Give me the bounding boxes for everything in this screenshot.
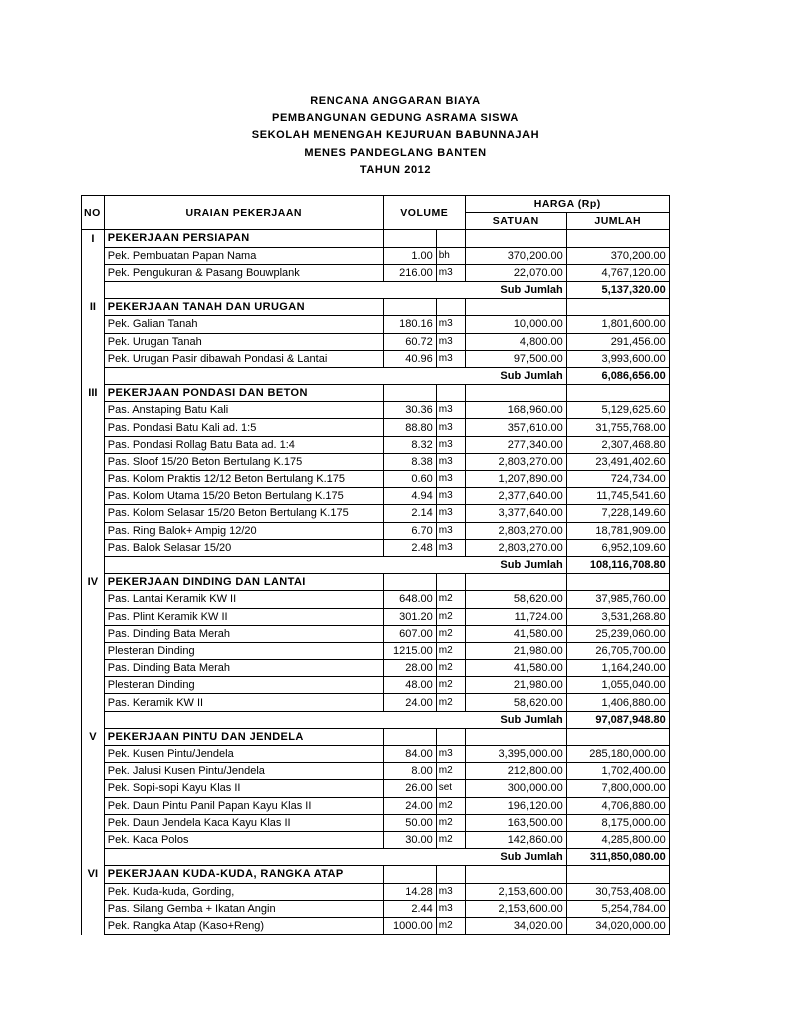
- item-unit: m2: [436, 917, 465, 934]
- row-number-empty: [82, 591, 105, 608]
- item-volume: 2.44: [383, 900, 436, 917]
- row-number-empty: [82, 763, 105, 780]
- section-jumlah-empty: [566, 574, 669, 591]
- item-volume: 1215.00: [383, 642, 436, 659]
- subtotal-row: [82, 281, 670, 298]
- item-total: 4,767,120.00: [566, 264, 669, 281]
- item-unit: m2: [436, 677, 465, 694]
- item-total: 6,952,109.60: [566, 539, 669, 556]
- item-total: 23,491,402.60: [566, 453, 669, 470]
- item-unit: m3: [436, 453, 465, 470]
- item-unit: m3: [436, 419, 465, 436]
- item-unit: m3: [436, 505, 465, 522]
- item-unit-price: 97,500.00: [465, 350, 566, 367]
- item-description: Pek. Sopi-sopi Kayu Klas II: [104, 780, 383, 797]
- row-number-empty: [82, 264, 105, 281]
- item-unit-price: 300,000.00: [465, 780, 566, 797]
- item-unit-price: 58,620.00: [465, 591, 566, 608]
- item-unit-price: 2,803,270.00: [465, 453, 566, 470]
- table-row: [82, 831, 670, 848]
- item-total: 7,228,149.60: [566, 505, 669, 522]
- subtotal-value: 311,850,080.00: [566, 849, 669, 866]
- item-description: Pas. Pondasi Rollag Batu Bata ad. 1:4: [104, 436, 383, 453]
- item-unit-price: 2,803,270.00: [465, 522, 566, 539]
- item-unit-price: 357,610.00: [465, 419, 566, 436]
- item-total: 3,531,268.80: [566, 608, 669, 625]
- item-description: Pas. Silang Gemba + Ikatan Angin: [104, 900, 383, 917]
- item-total: 34,020,000.00: [566, 917, 669, 934]
- title-line-5: TAHUN 2012: [359, 163, 432, 176]
- item-total: 31,755,768.00: [566, 419, 669, 436]
- row-number-empty: [82, 471, 105, 488]
- table-row: [82, 350, 670, 367]
- row-number-empty: [82, 694, 105, 711]
- title-line-1: RENCANA ANGGARAN BIAYA: [310, 95, 481, 107]
- row-number-empty: [82, 247, 105, 264]
- section-title: PEKERJAAN TANAH DAN URUGAN: [104, 299, 383, 316]
- section-volume-empty: [383, 866, 436, 883]
- item-description: Pek. Urugan Tanah: [104, 333, 383, 350]
- item-unit: m2: [436, 694, 465, 711]
- section-jumlah-empty: [566, 230, 669, 247]
- table-row: [82, 247, 670, 264]
- item-volume: 40.96: [383, 350, 436, 367]
- item-unit: m3: [436, 539, 465, 556]
- item-unit-price: 11,724.00: [465, 608, 566, 625]
- subtotal-desc-empty: [104, 367, 465, 384]
- col-header-no: NO: [82, 205, 105, 222]
- section-satuan-empty: [465, 385, 566, 402]
- row-number-empty: [82, 917, 105, 934]
- item-unit: m3: [436, 350, 465, 367]
- subtotal-row: [82, 849, 670, 866]
- item-description: Pas. Pondasi Batu Kali ad. 1:5: [104, 419, 383, 436]
- item-unit: m3: [436, 883, 465, 900]
- item-volume: 8.38: [383, 453, 436, 470]
- item-description: Pas. Dinding Bata Merah: [104, 660, 383, 677]
- section-volume-empty: [383, 728, 436, 745]
- section-number: II: [82, 299, 105, 316]
- item-unit: m3: [436, 488, 465, 505]
- item-description: Pas. Dinding Bata Merah: [104, 625, 383, 642]
- section-volume-empty: [383, 574, 436, 591]
- item-unit: m2: [436, 797, 465, 814]
- table-row: [82, 900, 670, 917]
- item-total: 285,180,000.00: [566, 746, 669, 763]
- subtotal-label: Sub Jumlah: [465, 556, 566, 573]
- item-total: 1,164,240.00: [566, 660, 669, 677]
- item-unit-price: 277,340.00: [465, 436, 566, 453]
- item-volume: 1000.00: [383, 917, 436, 934]
- item-unit-price: 3,395,000.00: [465, 746, 566, 763]
- section-jumlah-empty: [566, 728, 669, 745]
- table-row: [82, 642, 670, 659]
- subtotal-number-empty: [82, 367, 105, 384]
- section-jumlah-empty: [566, 299, 669, 316]
- item-unit-price: 196,120.00: [465, 797, 566, 814]
- col-header-jumlah: JUMLAH: [566, 213, 669, 230]
- col-header-harga: HARGA (Rp): [465, 196, 669, 213]
- item-volume: 48.00: [383, 677, 436, 694]
- subtotal-desc-empty: [104, 711, 465, 728]
- item-unit-price: 212,800.00: [465, 763, 566, 780]
- item-unit-price: 2,377,640.00: [465, 488, 566, 505]
- item-total: 8,175,000.00: [566, 814, 669, 831]
- table-row: [82, 488, 670, 505]
- item-description: Pas. Kolom Praktis 12/12 Beton Bertulang K.175: [104, 471, 383, 488]
- subtotal-label: Sub Jumlah: [465, 849, 566, 866]
- item-unit: m2: [436, 608, 465, 625]
- item-total: 1,801,600.00: [566, 316, 669, 333]
- item-unit-price: 58,620.00: [465, 694, 566, 711]
- item-unit-price: 142,860.00: [465, 831, 566, 848]
- item-description: Pek. Pembuatan Papan Nama: [104, 247, 383, 264]
- item-unit-price: 3,377,640.00: [465, 505, 566, 522]
- row-number-empty: [82, 350, 105, 367]
- item-total: 18,781,909.00: [566, 522, 669, 539]
- item-total: 1,055,040.00: [566, 677, 669, 694]
- table-row: [82, 522, 670, 539]
- item-volume: 24.00: [383, 797, 436, 814]
- table-row: [82, 917, 670, 934]
- section-row: [82, 299, 670, 316]
- table-row: [82, 591, 670, 608]
- table-row: [82, 419, 670, 436]
- item-description: Pas. Kolom Selasar 15/20 Beton Bertulang K.175: [104, 505, 383, 522]
- section-volume-empty: [383, 230, 436, 247]
- item-unit-price: 41,580.00: [465, 660, 566, 677]
- item-unit: m2: [436, 591, 465, 608]
- table-row: [82, 694, 670, 711]
- item-volume: 60.72: [383, 333, 436, 350]
- item-volume: 28.00: [383, 660, 436, 677]
- item-unit: m3: [436, 522, 465, 539]
- row-number-empty: [82, 419, 105, 436]
- section-row: [82, 230, 670, 247]
- item-volume: 648.00: [383, 591, 436, 608]
- item-unit: m2: [436, 814, 465, 831]
- row-number-empty: [82, 660, 105, 677]
- subtotal-desc-empty: [104, 281, 465, 298]
- row-number-empty: [82, 522, 105, 539]
- subtotal-row: [82, 711, 670, 728]
- row-number-empty: [82, 677, 105, 694]
- section-row: [82, 385, 670, 402]
- item-volume: 1.00: [383, 247, 436, 264]
- section-satuan-empty: [465, 299, 566, 316]
- item-unit: m2: [436, 763, 465, 780]
- item-description: Pek. Jalusi Kusen Pintu/Jendela: [104, 763, 383, 780]
- section-unit-empty: [436, 866, 465, 883]
- item-unit: set: [436, 780, 465, 797]
- item-total: 1,406,880.00: [566, 694, 669, 711]
- table-row: [82, 797, 670, 814]
- item-description: Pek. Galian Tanah: [104, 316, 383, 333]
- subtotal-label: Sub Jumlah: [465, 367, 566, 384]
- table-row: [82, 780, 670, 797]
- section-satuan-empty: [465, 574, 566, 591]
- item-description: Pek. Daun Jendela Kaca Kayu Klas II: [104, 814, 383, 831]
- item-description: Plesteran Dinding: [104, 677, 383, 694]
- item-volume: 6.70: [383, 522, 436, 539]
- row-number-empty: [82, 625, 105, 642]
- item-unit: m2: [436, 660, 465, 677]
- item-volume: 26.00: [383, 780, 436, 797]
- subtotal-value: 97,087,948.80: [566, 711, 669, 728]
- item-unit: m3: [436, 900, 465, 917]
- section-row: [82, 866, 670, 883]
- item-total: 4,285,800.00: [566, 831, 669, 848]
- table-row: [82, 316, 670, 333]
- item-description: Plesteran Dinding: [104, 642, 383, 659]
- item-total: 4,706,880.00: [566, 797, 669, 814]
- row-number-empty: [82, 488, 105, 505]
- row-number-empty: [82, 642, 105, 659]
- subtotal-number-empty: [82, 849, 105, 866]
- table-row: [82, 677, 670, 694]
- table-row: [82, 763, 670, 780]
- item-unit-price: 22,070.00: [465, 264, 566, 281]
- item-total: 3,993,600.00: [566, 350, 669, 367]
- item-unit-price: 370,200.00: [465, 247, 566, 264]
- item-unit: m2: [436, 642, 465, 659]
- section-unit-empty: [436, 385, 465, 402]
- subtotal-value: 5,137,320.00: [566, 281, 669, 298]
- subtotal-row: [82, 556, 670, 573]
- section-satuan-empty: [465, 230, 566, 247]
- row-number-empty: [82, 608, 105, 625]
- item-description: Pas. Ring Balok+ Ampig 12/20: [104, 522, 383, 539]
- section-jumlah-empty: [566, 866, 669, 883]
- item-total: 25,239,060.00: [566, 625, 669, 642]
- table-row: [82, 814, 670, 831]
- item-description: Pek. Kaca Polos: [104, 831, 383, 848]
- item-unit-price: 2,153,600.00: [465, 883, 566, 900]
- table-row: [82, 539, 670, 556]
- item-total: 37,985,760.00: [566, 591, 669, 608]
- row-number-empty: [82, 746, 105, 763]
- subtotal-desc-empty: [104, 849, 465, 866]
- item-description: Pas. Plint Keramik KW II: [104, 608, 383, 625]
- item-volume: 180.16: [383, 316, 436, 333]
- item-unit-price: 21,980.00: [465, 677, 566, 694]
- row-number-empty: [82, 780, 105, 797]
- table-row: [82, 264, 670, 281]
- item-description: Pek. Urugan Pasir dibawah Pondasi & Lantai: [104, 350, 383, 367]
- subtotal-value: 108,116,708.80: [566, 556, 669, 573]
- row-number-empty: [82, 333, 105, 350]
- title-line-3: SEKOLAH MENENGAH KEJURUAN BABUNNAJAH: [251, 129, 540, 142]
- section-row: [82, 574, 670, 591]
- item-unit-price: 10,000.00: [465, 316, 566, 333]
- section-unit-empty: [436, 574, 465, 591]
- subtotal-label: Sub Jumlah: [465, 711, 566, 728]
- item-volume: 30.36: [383, 402, 436, 419]
- item-unit-price: 1,207,890.00: [465, 471, 566, 488]
- item-total: 2,307,468.80: [566, 436, 669, 453]
- subtotal-number-empty: [82, 711, 105, 728]
- item-unit: m3: [436, 316, 465, 333]
- item-total: 5,254,784.00: [566, 900, 669, 917]
- item-volume: 50.00: [383, 814, 436, 831]
- item-unit: m3: [436, 402, 465, 419]
- item-unit-price: 2,153,600.00: [465, 900, 566, 917]
- item-total: 1,702,400.00: [566, 763, 669, 780]
- item-unit-price: 4,800.00: [465, 333, 566, 350]
- item-description: Pas. Lantai Keramik KW II: [104, 591, 383, 608]
- subtotal-label: Sub Jumlah: [465, 281, 566, 298]
- item-unit: m3: [436, 264, 465, 281]
- item-description: Pas. Kolom Utama 15/20 Beton Bertulang K.175: [104, 488, 383, 505]
- item-volume: 2.48: [383, 539, 436, 556]
- section-number: III: [82, 385, 105, 402]
- section-number: I: [82, 230, 105, 247]
- item-description: Pek. Kuda-kuda, Gording,: [104, 883, 383, 900]
- section-volume-empty: [383, 299, 436, 316]
- item-volume: 216.00: [383, 264, 436, 281]
- item-unit: bh: [436, 247, 465, 264]
- item-unit-price: 2,803,270.00: [465, 539, 566, 556]
- section-number: VI: [82, 866, 105, 883]
- item-unit: m2: [436, 625, 465, 642]
- item-unit-price: 163,500.00: [465, 814, 566, 831]
- item-unit-price: 168,960.00: [465, 402, 566, 419]
- subtotal-number-empty: [82, 281, 105, 298]
- item-description: Pek. Rangka Atap (Kaso+Reng): [104, 917, 383, 934]
- item-volume: 30.00: [383, 831, 436, 848]
- item-volume: 301.20: [383, 608, 436, 625]
- row-number-empty: [82, 539, 105, 556]
- row-number-empty: [82, 316, 105, 333]
- item-description: Pas. Balok Selasar 15/20: [104, 539, 383, 556]
- section-title: PEKERJAAN DINDING DAN LANTAI: [104, 574, 383, 591]
- item-total: 724,734.00: [566, 471, 669, 488]
- item-unit-price: 41,580.00: [465, 625, 566, 642]
- item-description: Pas. Keramik KW II: [104, 694, 383, 711]
- section-title: PEKERJAAN PONDASI DAN BETON: [104, 385, 383, 402]
- item-volume: 0.60: [383, 471, 436, 488]
- title-line-4: MENES PANDEGLANG BANTEN: [304, 146, 487, 159]
- table-row: [82, 660, 670, 677]
- item-total: 26,705,700.00: [566, 642, 669, 659]
- table-row: [82, 505, 670, 522]
- item-volume: 607.00: [383, 625, 436, 642]
- item-unit: m3: [436, 333, 465, 350]
- table-row: [82, 402, 670, 419]
- col-header-volume: VOLUME: [383, 205, 465, 222]
- title-line-2: PEMBANGUNAN GEDUNG ASRAMA SISWA: [272, 112, 519, 125]
- item-volume: 88.80: [383, 419, 436, 436]
- item-volume: 4.94: [383, 488, 436, 505]
- subtotal-desc-empty: [104, 556, 465, 573]
- item-description: Pas. Anstaping Batu Kali: [104, 402, 383, 419]
- row-number-empty: [82, 814, 105, 831]
- subtotal-row: [82, 367, 670, 384]
- table-row: [82, 471, 670, 488]
- row-number-empty: [82, 900, 105, 917]
- subtotal-number-empty: [82, 556, 105, 573]
- col-header-satuan: SATUAN: [465, 213, 566, 230]
- table-row: [82, 436, 670, 453]
- section-number: IV: [82, 574, 105, 591]
- row-number-empty: [82, 436, 105, 453]
- item-total: 5,129,625.60: [566, 402, 669, 419]
- item-total: 291,456.00: [566, 333, 669, 350]
- row-number-empty: [82, 402, 105, 419]
- item-unit: m3: [436, 436, 465, 453]
- item-description: Pas. Sloof 15/20 Beton Bertulang K.175: [104, 453, 383, 470]
- row-number-empty: [82, 831, 105, 848]
- row-number-empty: [82, 453, 105, 470]
- section-satuan-empty: [465, 728, 566, 745]
- item-volume: 8.00: [383, 763, 436, 780]
- item-unit-price: 21,980.00: [465, 642, 566, 659]
- item-unit: m3: [436, 746, 465, 763]
- section-jumlah-empty: [566, 385, 669, 402]
- table-row: [82, 746, 670, 763]
- row-number-empty: [82, 883, 105, 900]
- section-number: V: [82, 728, 105, 745]
- table-row: [82, 333, 670, 350]
- item-volume: 24.00: [383, 694, 436, 711]
- section-unit-empty: [436, 299, 465, 316]
- item-volume: 8.32: [383, 436, 436, 453]
- item-total: 370,200.00: [566, 247, 669, 264]
- item-total: 7,800,000.00: [566, 780, 669, 797]
- item-description: Pek. Kusen Pintu/Jendela: [104, 746, 383, 763]
- section-title: PEKERJAAN PINTU DAN JENDELA: [104, 728, 383, 745]
- item-unit-price: 34,020.00: [465, 917, 566, 934]
- section-row: [82, 728, 670, 745]
- row-number-empty: [82, 505, 105, 522]
- section-volume-empty: [383, 385, 436, 402]
- subtotal-value: 6,086,656.00: [566, 367, 669, 384]
- table-row: [82, 453, 670, 470]
- section-unit-empty: [436, 230, 465, 247]
- budget-table: [81, 195, 670, 935]
- section-unit-empty: [436, 728, 465, 745]
- col-header-uraian: URAIAN PEKERJAAN: [104, 205, 383, 222]
- section-title: PEKERJAAN PERSIAPAN: [104, 230, 383, 247]
- section-satuan-empty: [465, 866, 566, 883]
- item-description: Pek. Pengukuran & Pasang Bouwplank: [104, 264, 383, 281]
- item-total: 30,753,408.00: [566, 883, 669, 900]
- item-unit: m3: [436, 471, 465, 488]
- item-volume: 84.00: [383, 746, 436, 763]
- document-header: [0, 93, 791, 179]
- row-number-empty: [82, 797, 105, 814]
- item-description: Pek. Daun Pintu Panil Papan Kayu Klas II: [104, 797, 383, 814]
- item-total: 11,745,541.60: [566, 488, 669, 505]
- item-unit: m2: [436, 831, 465, 848]
- section-title: PEKERJAAN KUDA-KUDA, RANGKA ATAP: [104, 866, 383, 883]
- table-row: [82, 608, 670, 625]
- item-volume: 2.14: [383, 505, 436, 522]
- table-row: [82, 625, 670, 642]
- table-row: [82, 883, 670, 900]
- item-volume: 14.28: [383, 883, 436, 900]
